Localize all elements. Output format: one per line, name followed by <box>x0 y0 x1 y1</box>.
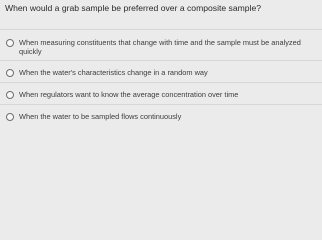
answer-option-1[interactable] <box>0 30 322 61</box>
radio-button-icon[interactable] <box>6 91 14 99</box>
question-text: When would a grab sample be preferred over a composite sample? <box>5 3 262 13</box>
radio-button-icon[interactable] <box>6 113 14 121</box>
answer-option-3[interactable] <box>0 83 322 105</box>
radio-button-icon[interactable] <box>6 69 14 77</box>
answer-options-list <box>0 29 322 127</box>
answer-option-4[interactable] <box>0 105 322 127</box>
answer-option-label: When the water's characteristics change in a random way <box>19 68 208 77</box>
radio-button-icon[interactable] <box>6 39 14 47</box>
answer-option-label: When regulators want to know the average concentration over time <box>19 90 239 99</box>
answer-option-label: When measuring constituents that change with time and the sample must be analyzed quickly <box>19 38 301 56</box>
answer-option-2[interactable] <box>0 61 322 83</box>
answer-option-label: When the water to be sampled flows continuously <box>19 112 182 121</box>
